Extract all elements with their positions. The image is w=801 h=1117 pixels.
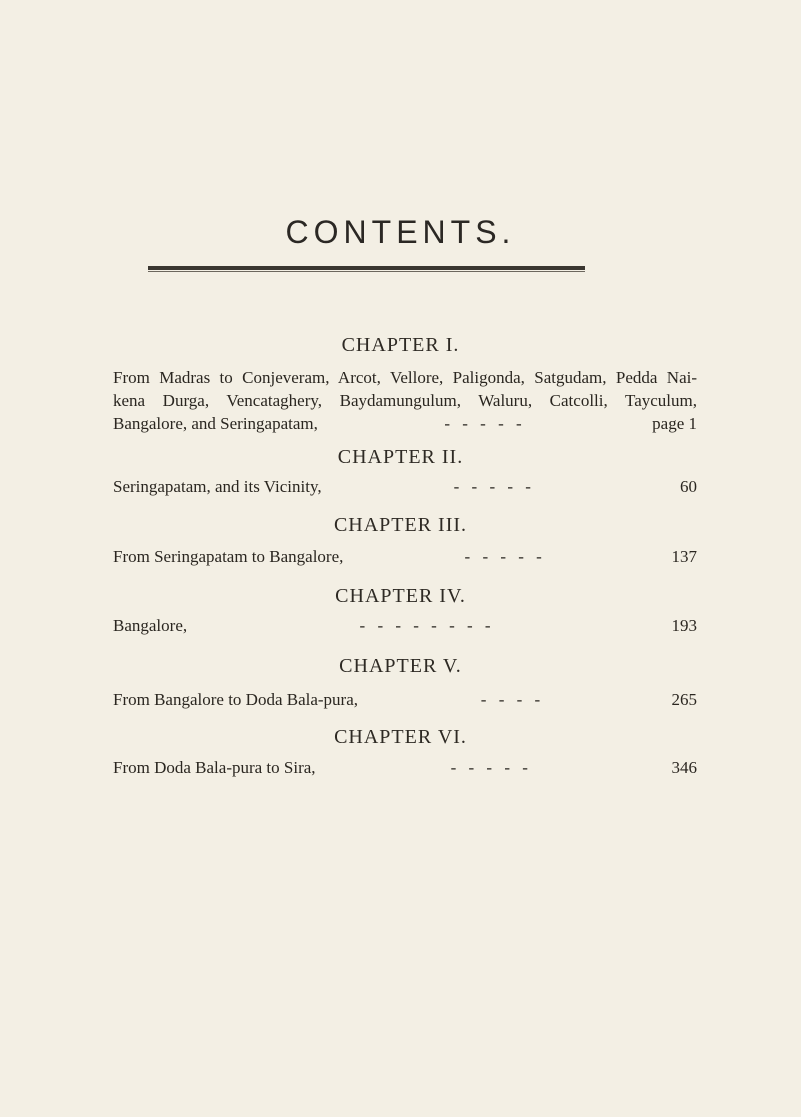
chapter-entry-3 (113, 545, 697, 568)
chapter-entry-2 (113, 475, 697, 498)
page-number: 265 (671, 690, 697, 709)
entry-text: From Bangalore to Doda Bala-pura, (113, 690, 359, 709)
entry-line: From Madras to Conjeveram, Arcot, Vellore, Paligonda, Satgudam, Pedda Nai- (113, 368, 697, 387)
chapter-entry-5 (113, 688, 697, 711)
chapter-entry-6 (113, 756, 697, 779)
entry-text: From Doda Bala-pura to Sira, (113, 758, 316, 777)
title-rule-thin (148, 271, 585, 272)
chapter-heading-6: CHAPTER VI. (334, 726, 467, 748)
chapter-heading-5: CHAPTER V. (339, 655, 462, 677)
page-title: CONTENTS. (285, 214, 516, 250)
leader-dashes: - - - - (480, 690, 545, 709)
chapter-entry-1 (113, 366, 697, 435)
leader-dashes: - - - - - - - - (359, 616, 495, 635)
leader-dashes: - - - - - (453, 477, 535, 496)
entry-line-last (113, 756, 697, 779)
entry-line-last (113, 688, 697, 711)
entry-line-last (113, 475, 697, 498)
entry-text: From Seringapatam to Bangalore, (113, 547, 344, 566)
entry-text: Bangalore, (113, 616, 188, 635)
entry-line-last (113, 412, 697, 435)
leader-dashes: - - - - - (444, 414, 526, 433)
page-number: 193 (671, 616, 697, 635)
chapter-heading-1: CHAPTER I. (341, 334, 460, 356)
chapter-entry-4 (113, 614, 697, 637)
entry-line-last (113, 614, 697, 637)
chapter-heading-2: CHAPTER II. (337, 446, 464, 468)
chapter-heading-3: CHAPTER III. (333, 514, 468, 536)
title-rule (148, 266, 585, 270)
page-number: 137 (671, 547, 697, 566)
page-number: 346 (671, 758, 697, 777)
entry-text: Seringapatam, and its Vicinity, (113, 477, 322, 496)
entry-line-last (113, 545, 697, 568)
chapter-heading-4: CHAPTER IV. (335, 585, 466, 607)
leader-dashes: - - - - - (464, 547, 546, 566)
entry-text: Bangalore, and Seringapatam, (113, 414, 318, 433)
page-number: 60 (680, 477, 697, 496)
entry-line: kena Durga, Vencataghery, Baydamungulum, Waluru, Catcolli, Tayculum, (113, 391, 697, 410)
leader-dashes: - - - - - (450, 758, 532, 777)
page-number: page 1 (652, 414, 697, 433)
